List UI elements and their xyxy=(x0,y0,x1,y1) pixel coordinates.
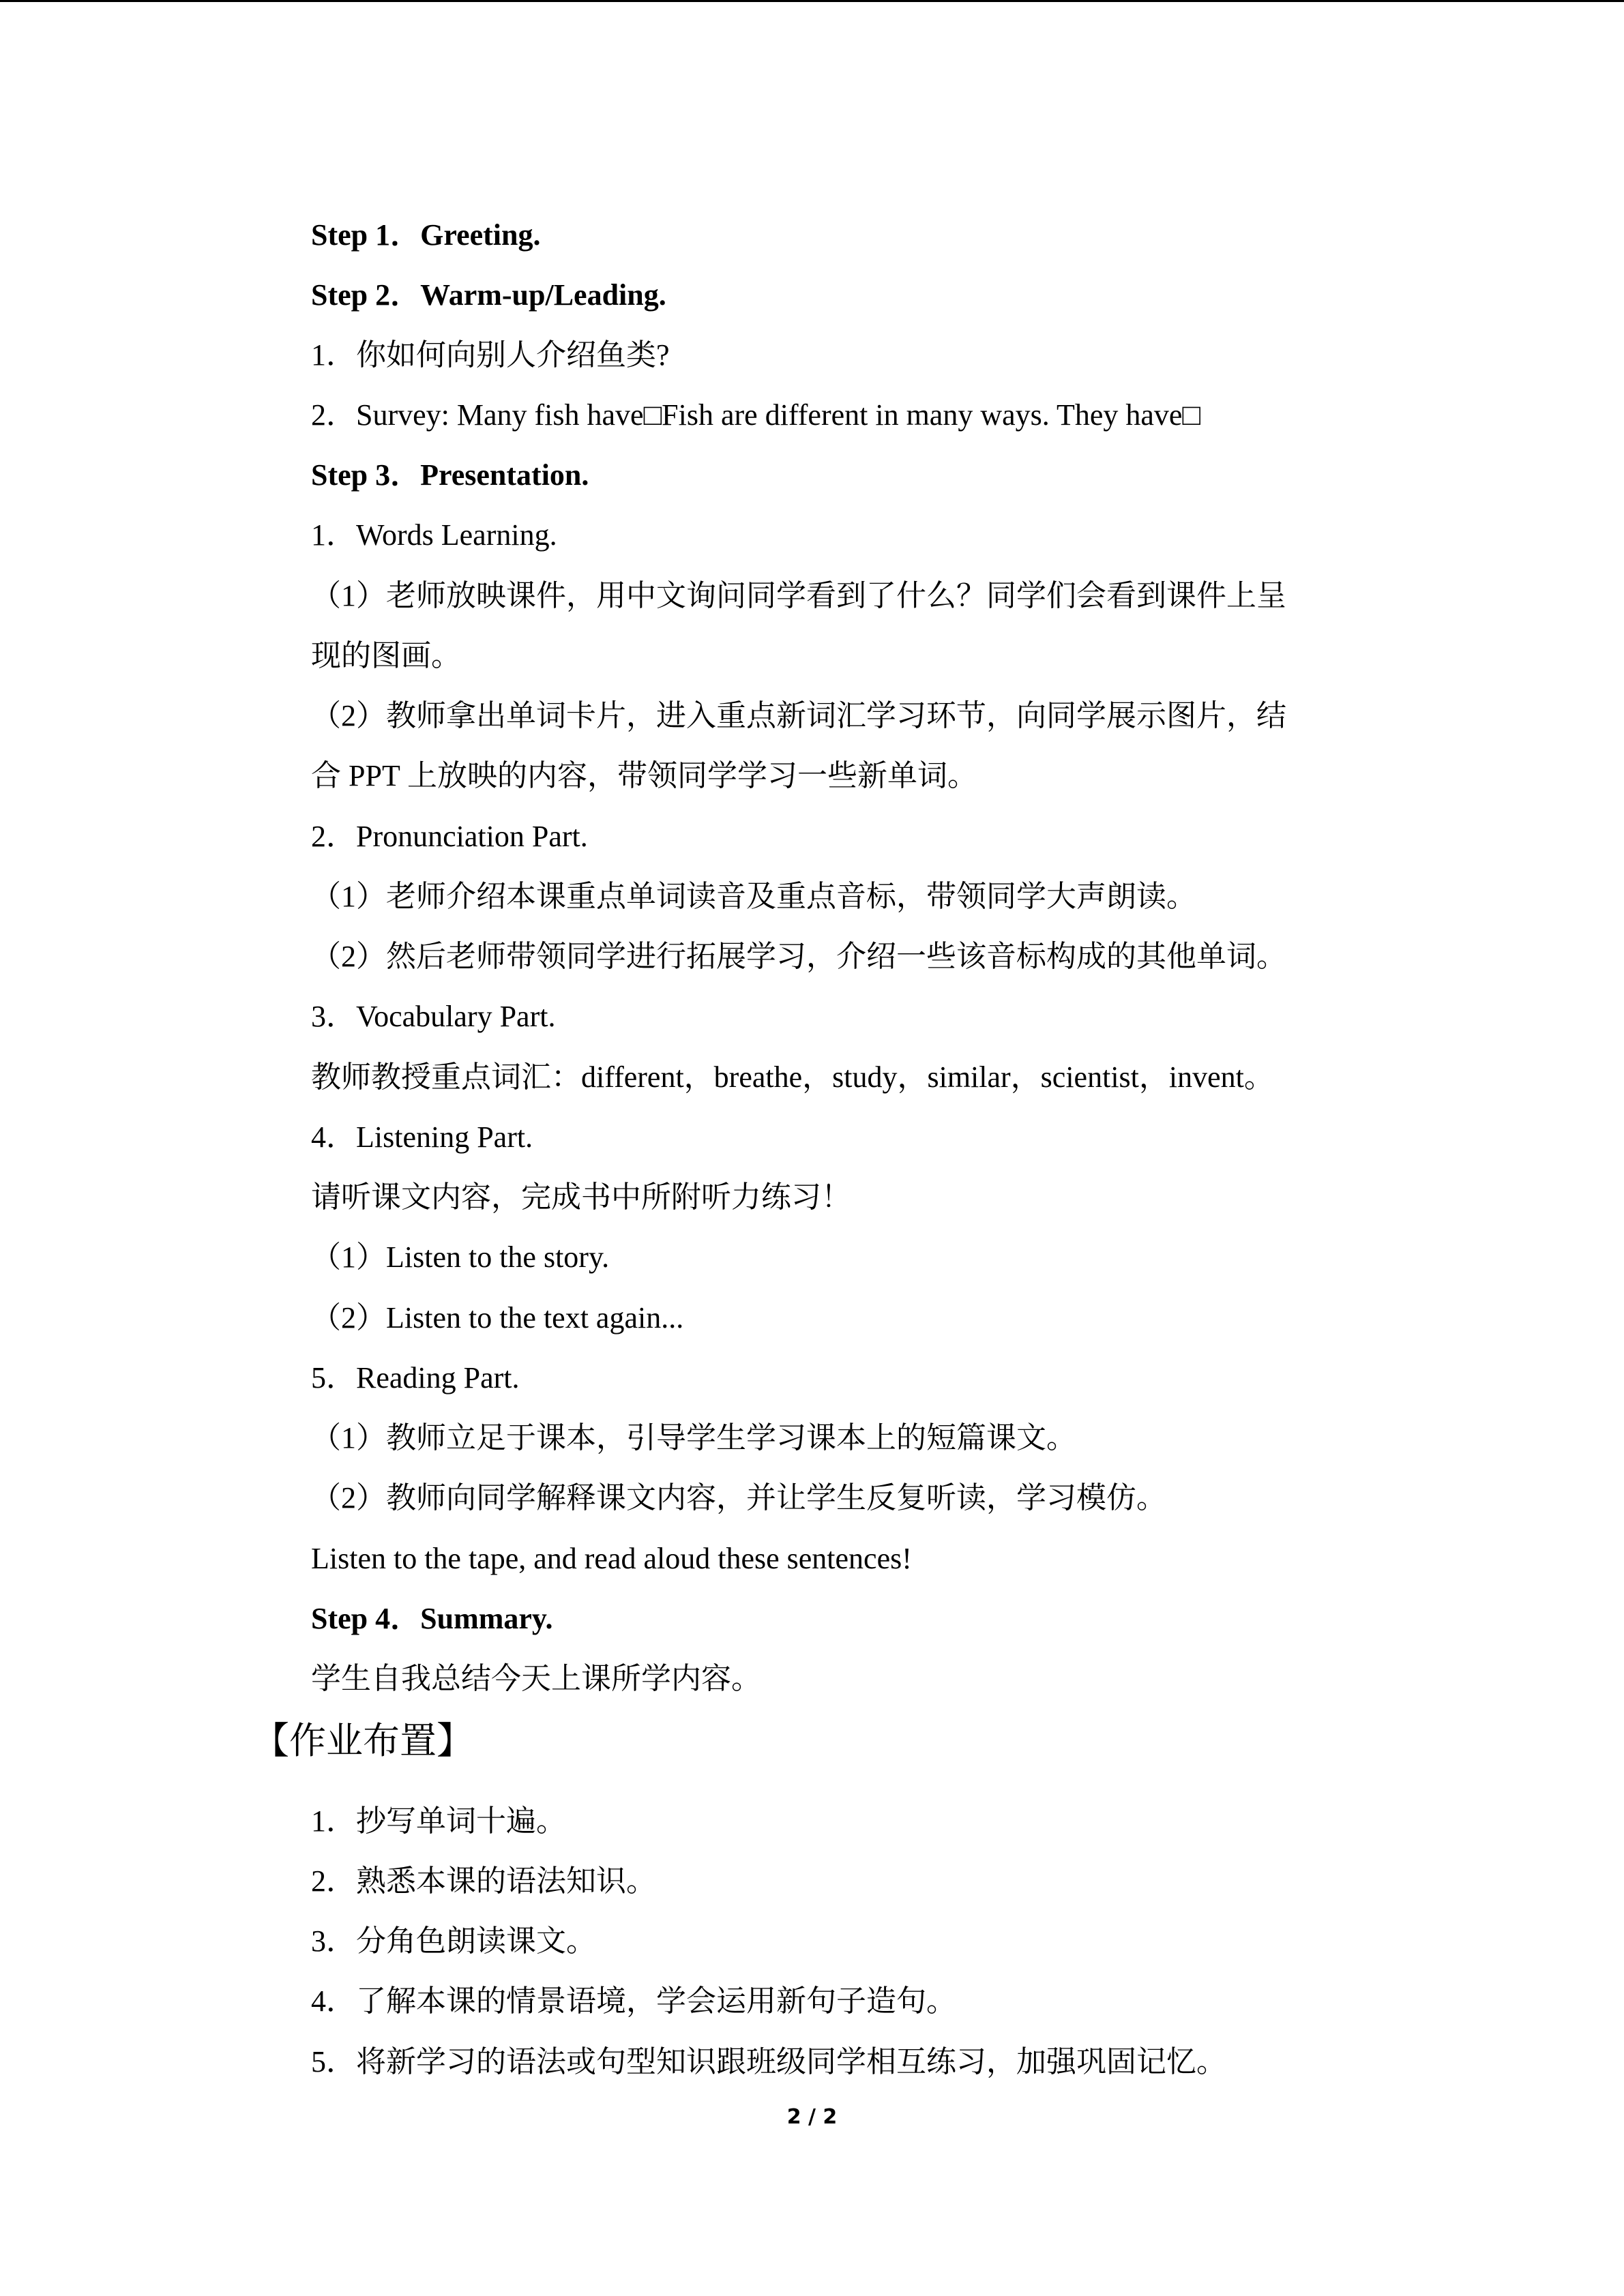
reading-para-2: （2）教师向同学解释课文内容，并让学生反复听读，学习模仿。 xyxy=(311,1481,1166,1515)
homework-item-3: 3．分角色朗读课文。 xyxy=(311,1924,596,1958)
step-2-item-2: 2．Survey: Many fish have□Fish are different in many ways. They have□ xyxy=(311,398,1201,432)
step-4-heading: Step 4．Summary. xyxy=(311,1602,553,1635)
summary-para: 学生自我总结今天上课所学内容。 xyxy=(311,1662,761,1695)
homework-heading: 【作业布置】 xyxy=(252,1719,473,1762)
homework-item-2: 2．熟悉本课的语法知识。 xyxy=(311,1864,656,1898)
homework-item-5: 5．将新学习的语法或句型知识跟班级同学相互练习，加强巩固记忆。 xyxy=(311,2045,1226,2078)
page-number: 2 / 2 xyxy=(786,2105,838,2129)
reading-para-1: （1）教师立足于课本，引导学生学习课本上的短篇课文。 xyxy=(311,1421,1076,1455)
step-2-heading: Step 2．Warm-up/Leading. xyxy=(311,278,666,312)
words-learning-para-1-cont: 现的图画。 xyxy=(311,639,461,672)
words-learning-para-2-cont: 合 PPT 上放映的内容，带领同学学习一些新单词。 xyxy=(311,759,978,792)
words-learning-para-2: （2）教师拿出单词卡片，进入重点新词汇学习环节，向同学展示图片，结 xyxy=(311,699,1286,732)
listening-title: 4．Listening Part. xyxy=(311,1120,533,1154)
step-1-heading: Step 1．Greeting. xyxy=(311,218,541,252)
pronunciation-title: 2．Pronunciation Part. xyxy=(311,820,588,853)
vocabulary-title: 3．Vocabulary Part. xyxy=(311,1000,556,1033)
pronunciation-para-1: （1）老师介绍本课重点单词读音及重点音标，带领同学大声朗读。 xyxy=(311,880,1196,913)
listening-item-2: （2）Listen to the text again... xyxy=(311,1301,684,1335)
vocabulary-para: 教师教授重点词汇：different，breathe，study，similar，scientist，invent。 xyxy=(311,1060,1274,1094)
step-2-item-1: 1．你如何向别人介绍鱼类? xyxy=(311,338,670,372)
words-learning-para-1: （1）老师放映课件，用中文询问同学看到了什么？同学们会看到课件上呈 xyxy=(311,579,1286,612)
homework-item-4: 4．了解本课的情景语境，学会运用新句子造句。 xyxy=(311,1984,956,2018)
reading-title: 5．Reading Part. xyxy=(311,1361,520,1395)
step-3-heading: Step 3．Presentation. xyxy=(311,458,589,492)
reading-instruction: Listen to the tape, and read aloud these sentences! xyxy=(311,1542,912,1575)
words-learning-title: 1．Words Learning. xyxy=(311,518,557,552)
listening-instruction: 请听课文内容，完成书中所附听力练习！ xyxy=(311,1180,851,1214)
page-top-border xyxy=(0,0,1624,2)
homework-item-1: 1．抄写单词十遍。 xyxy=(311,1804,566,1838)
pronunciation-para-2: （2）然后老师带领同学进行拓展学习，介绍一些该音标构成的其他单词。 xyxy=(311,940,1286,973)
listening-item-1: （1）Listen to the story. xyxy=(311,1240,610,1274)
